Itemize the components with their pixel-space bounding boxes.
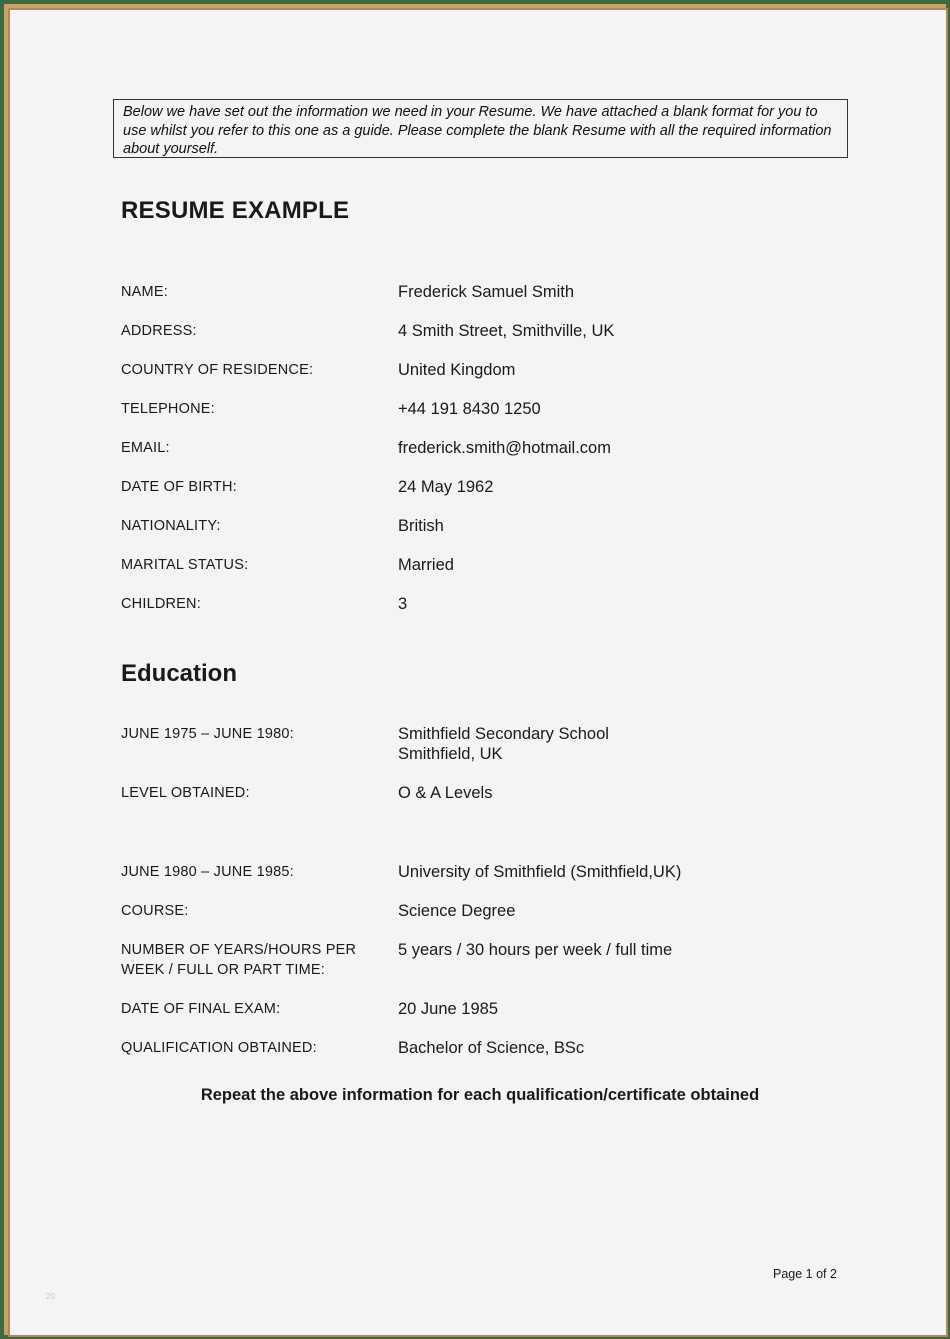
education-heading: Education <box>121 660 238 687</box>
field-value: Married <box>398 556 454 574</box>
field-label: CHILDREN: <box>121 596 201 612</box>
field-value: Smithfield Secondary School Smithfield, UK <box>398 725 609 763</box>
field-label: QUALIFICATION OBTAINED: <box>121 1040 317 1056</box>
intro-note: Below we have set out the information we need in your Resume. We have attached a blank format for you to use whilst you refer to this one as a guide. Please complete the blank Resume with all the required information about yourself. <box>113 99 848 158</box>
field-value: 20 June 1985 <box>398 1000 499 1018</box>
field-label: EMAIL: <box>121 440 170 456</box>
field-label: DATE OF FINAL EXAM: <box>121 1001 281 1017</box>
field-label: MARITAL STATUS: <box>121 557 249 573</box>
field-value: 5 years / 30 hours per week / full time <box>398 941 673 959</box>
field-label: COURSE: <box>121 903 189 919</box>
field-label: NATIONALITY: <box>121 518 221 534</box>
field-label: JUNE 1980 – JUNE 1985: <box>121 864 294 880</box>
field-value: +44 191 8430 1250 <box>398 400 541 418</box>
field-value: frederick.smith@hotmail.com <box>398 439 611 457</box>
field-label: NAME: <box>121 284 168 300</box>
field-value: 24 May 1962 <box>398 478 494 496</box>
field-value: University of Smithfield (Smithfield,UK) <box>398 863 682 881</box>
page-mark: 20 <box>46 1292 55 1301</box>
field-value: 3 <box>398 595 408 613</box>
field-label: JUNE 1975 – JUNE 1980: <box>121 726 294 742</box>
field-value: Bachelor of Science, BSc <box>398 1039 585 1057</box>
field-value: 4 Smith Street, Smithville, UK <box>398 322 615 340</box>
repeat-instruction: Repeat the above information for each qualification/certificate obtained <box>200 1086 760 1104</box>
document-page <box>8 8 948 1337</box>
field-label: ADDRESS: <box>121 323 197 339</box>
field-value: Science Degree <box>398 902 516 920</box>
field-label: TELEPHONE: <box>121 401 215 417</box>
page-number: Page 1 of 2 <box>773 1267 837 1281</box>
field-label: DATE OF BIRTH: <box>121 479 237 495</box>
field-label: LEVEL OBTAINED: <box>121 785 250 801</box>
field-value: United Kingdom <box>398 361 516 379</box>
field-label: NUMBER OF YEARS/HOURS PER WEEK / FULL OR PART TIME: <box>121 942 357 978</box>
field-value: O & A Levels <box>398 784 493 802</box>
field-value: Frederick Samuel Smith <box>398 283 575 301</box>
field-label: COUNTRY OF RESIDENCE: <box>121 362 314 378</box>
resume-title: RESUME EXAMPLE <box>121 197 350 224</box>
field-value: British <box>398 517 444 535</box>
